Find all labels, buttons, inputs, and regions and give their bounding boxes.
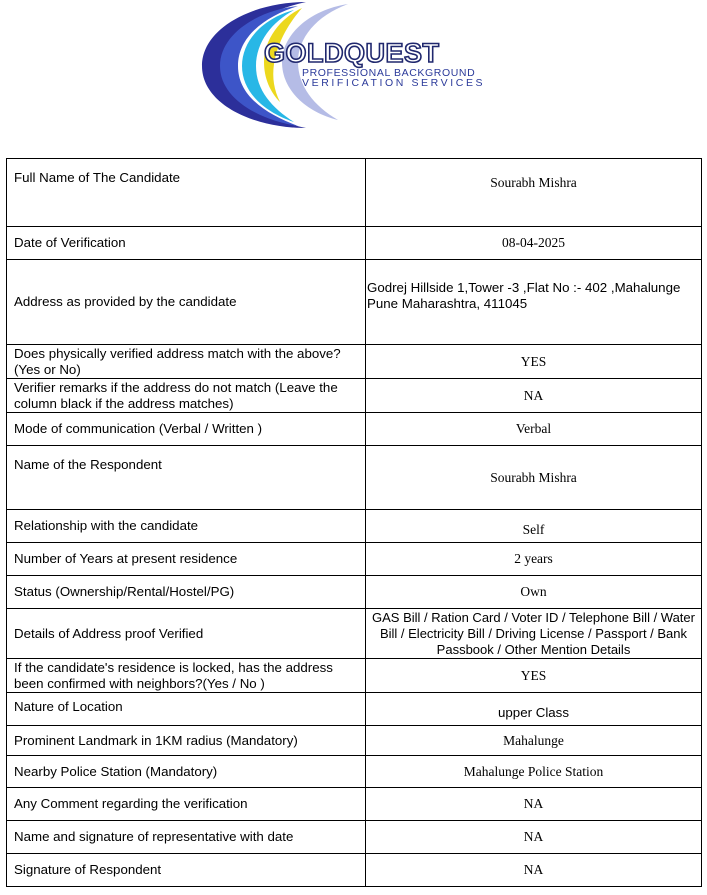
- row-value-nature-location: upper Class: [366, 693, 702, 726]
- row-value-landmark: Mahalunge: [366, 726, 702, 756]
- row-value-respondent-name: Sourabh Mishra: [366, 446, 702, 510]
- row-label-landmark: Prominent Landmark in 1KM radius (Mandatory): [7, 726, 366, 756]
- goldquest-logo: [198, 0, 508, 130]
- logo-subtitle-line2: VERIFICATION SERVICES: [302, 77, 486, 89]
- row-label-relationship: Relationship with the candidate: [7, 510, 366, 543]
- row-value-police-station: Mahalunge Police Station: [366, 756, 702, 788]
- row-label-nature-location: Nature of Location: [7, 693, 366, 726]
- row-value-address: Godrej Hillside 1,Tower -3 ,Flat No :- 402 ,Mahalunge Pune Maharashtra, 411045: [366, 260, 702, 345]
- table-row: [7, 609, 702, 659]
- row-value-respondent-signature: NA: [366, 854, 702, 887]
- table-row: [7, 159, 702, 227]
- table-row: [7, 854, 702, 887]
- row-value-candidate-name: Sourabh Mishra: [366, 159, 702, 227]
- table-row: [7, 227, 702, 260]
- table-row: [7, 576, 702, 609]
- table-row: [7, 543, 702, 576]
- row-label-representative-signature: Name and signature of representative with date: [7, 821, 366, 854]
- row-label-respondent-signature: Signature of Respondent: [7, 854, 366, 887]
- row-value-representative-signature: NA: [366, 821, 702, 854]
- logo-title: GOLDQUEST: [264, 38, 440, 68]
- row-label-status: Status (Ownership/Rental/Hostel/PG): [7, 576, 366, 609]
- table-row: [7, 345, 702, 379]
- row-label-candidate-name: Full Name of The Candidate: [7, 159, 366, 227]
- row-value-neighbor-confirmation: YES: [366, 659, 702, 693]
- table-row: [7, 756, 702, 788]
- table-row: [7, 788, 702, 821]
- row-label-respondent-name: Name of the Respondent: [7, 446, 366, 510]
- row-label-years-residence: Number of Years at present residence: [7, 543, 366, 576]
- row-label-communication-mode: Mode of communication (Verbal / Written ): [7, 413, 366, 446]
- row-value-address-proof: GAS Bill / Ration Card / Voter ID / Telephone Bill / Water Bill / Electricity Bill / Driving License / Passport / Bank Passbook / Other Mention Details: [366, 609, 702, 659]
- table-row: [7, 726, 702, 756]
- row-label-address: Address as provided by the candidate: [7, 260, 366, 345]
- row-value-comment: NA: [366, 788, 702, 821]
- row-value-relationship: Self: [366, 510, 702, 543]
- table-row: [7, 510, 702, 543]
- table-row: [7, 693, 702, 726]
- table-row: [7, 659, 702, 693]
- row-label-police-station: Nearby Police Station (Mandatory): [7, 756, 366, 788]
- row-label-date: Date of Verification: [7, 227, 366, 260]
- row-label-neighbor-confirmation: If the candidate's residence is locked, has the address been confirmed with neighbors?(Yes / No ): [7, 659, 366, 693]
- row-value-address-match: YES: [366, 345, 702, 379]
- row-label-verifier-remarks: Verifier remarks if the address do not match (Leave the column black if the address matches): [7, 379, 366, 413]
- table-row: [7, 260, 702, 345]
- table-row: [7, 446, 702, 510]
- table-row: [7, 821, 702, 854]
- address-verification-table: [6, 158, 702, 887]
- row-label-address-match: Does physically verified address match with the above? (Yes or No): [7, 345, 366, 379]
- row-label-comment: Any Comment regarding the verification: [7, 788, 366, 821]
- logo-subtitle-line1: PROFESSIONAL BACKGROUND: [302, 67, 476, 79]
- row-value-status: Own: [366, 576, 702, 609]
- row-label-address-proof: Details of Address proof Verified: [7, 609, 366, 659]
- row-value-verifier-remarks: NA: [366, 379, 702, 413]
- table-row: [7, 379, 702, 413]
- row-value-date: 08-04-2025: [366, 227, 702, 260]
- table-row: [7, 413, 702, 446]
- row-value-communication-mode: Verbal: [366, 413, 702, 446]
- row-value-years-residence: 2 years: [366, 543, 702, 576]
